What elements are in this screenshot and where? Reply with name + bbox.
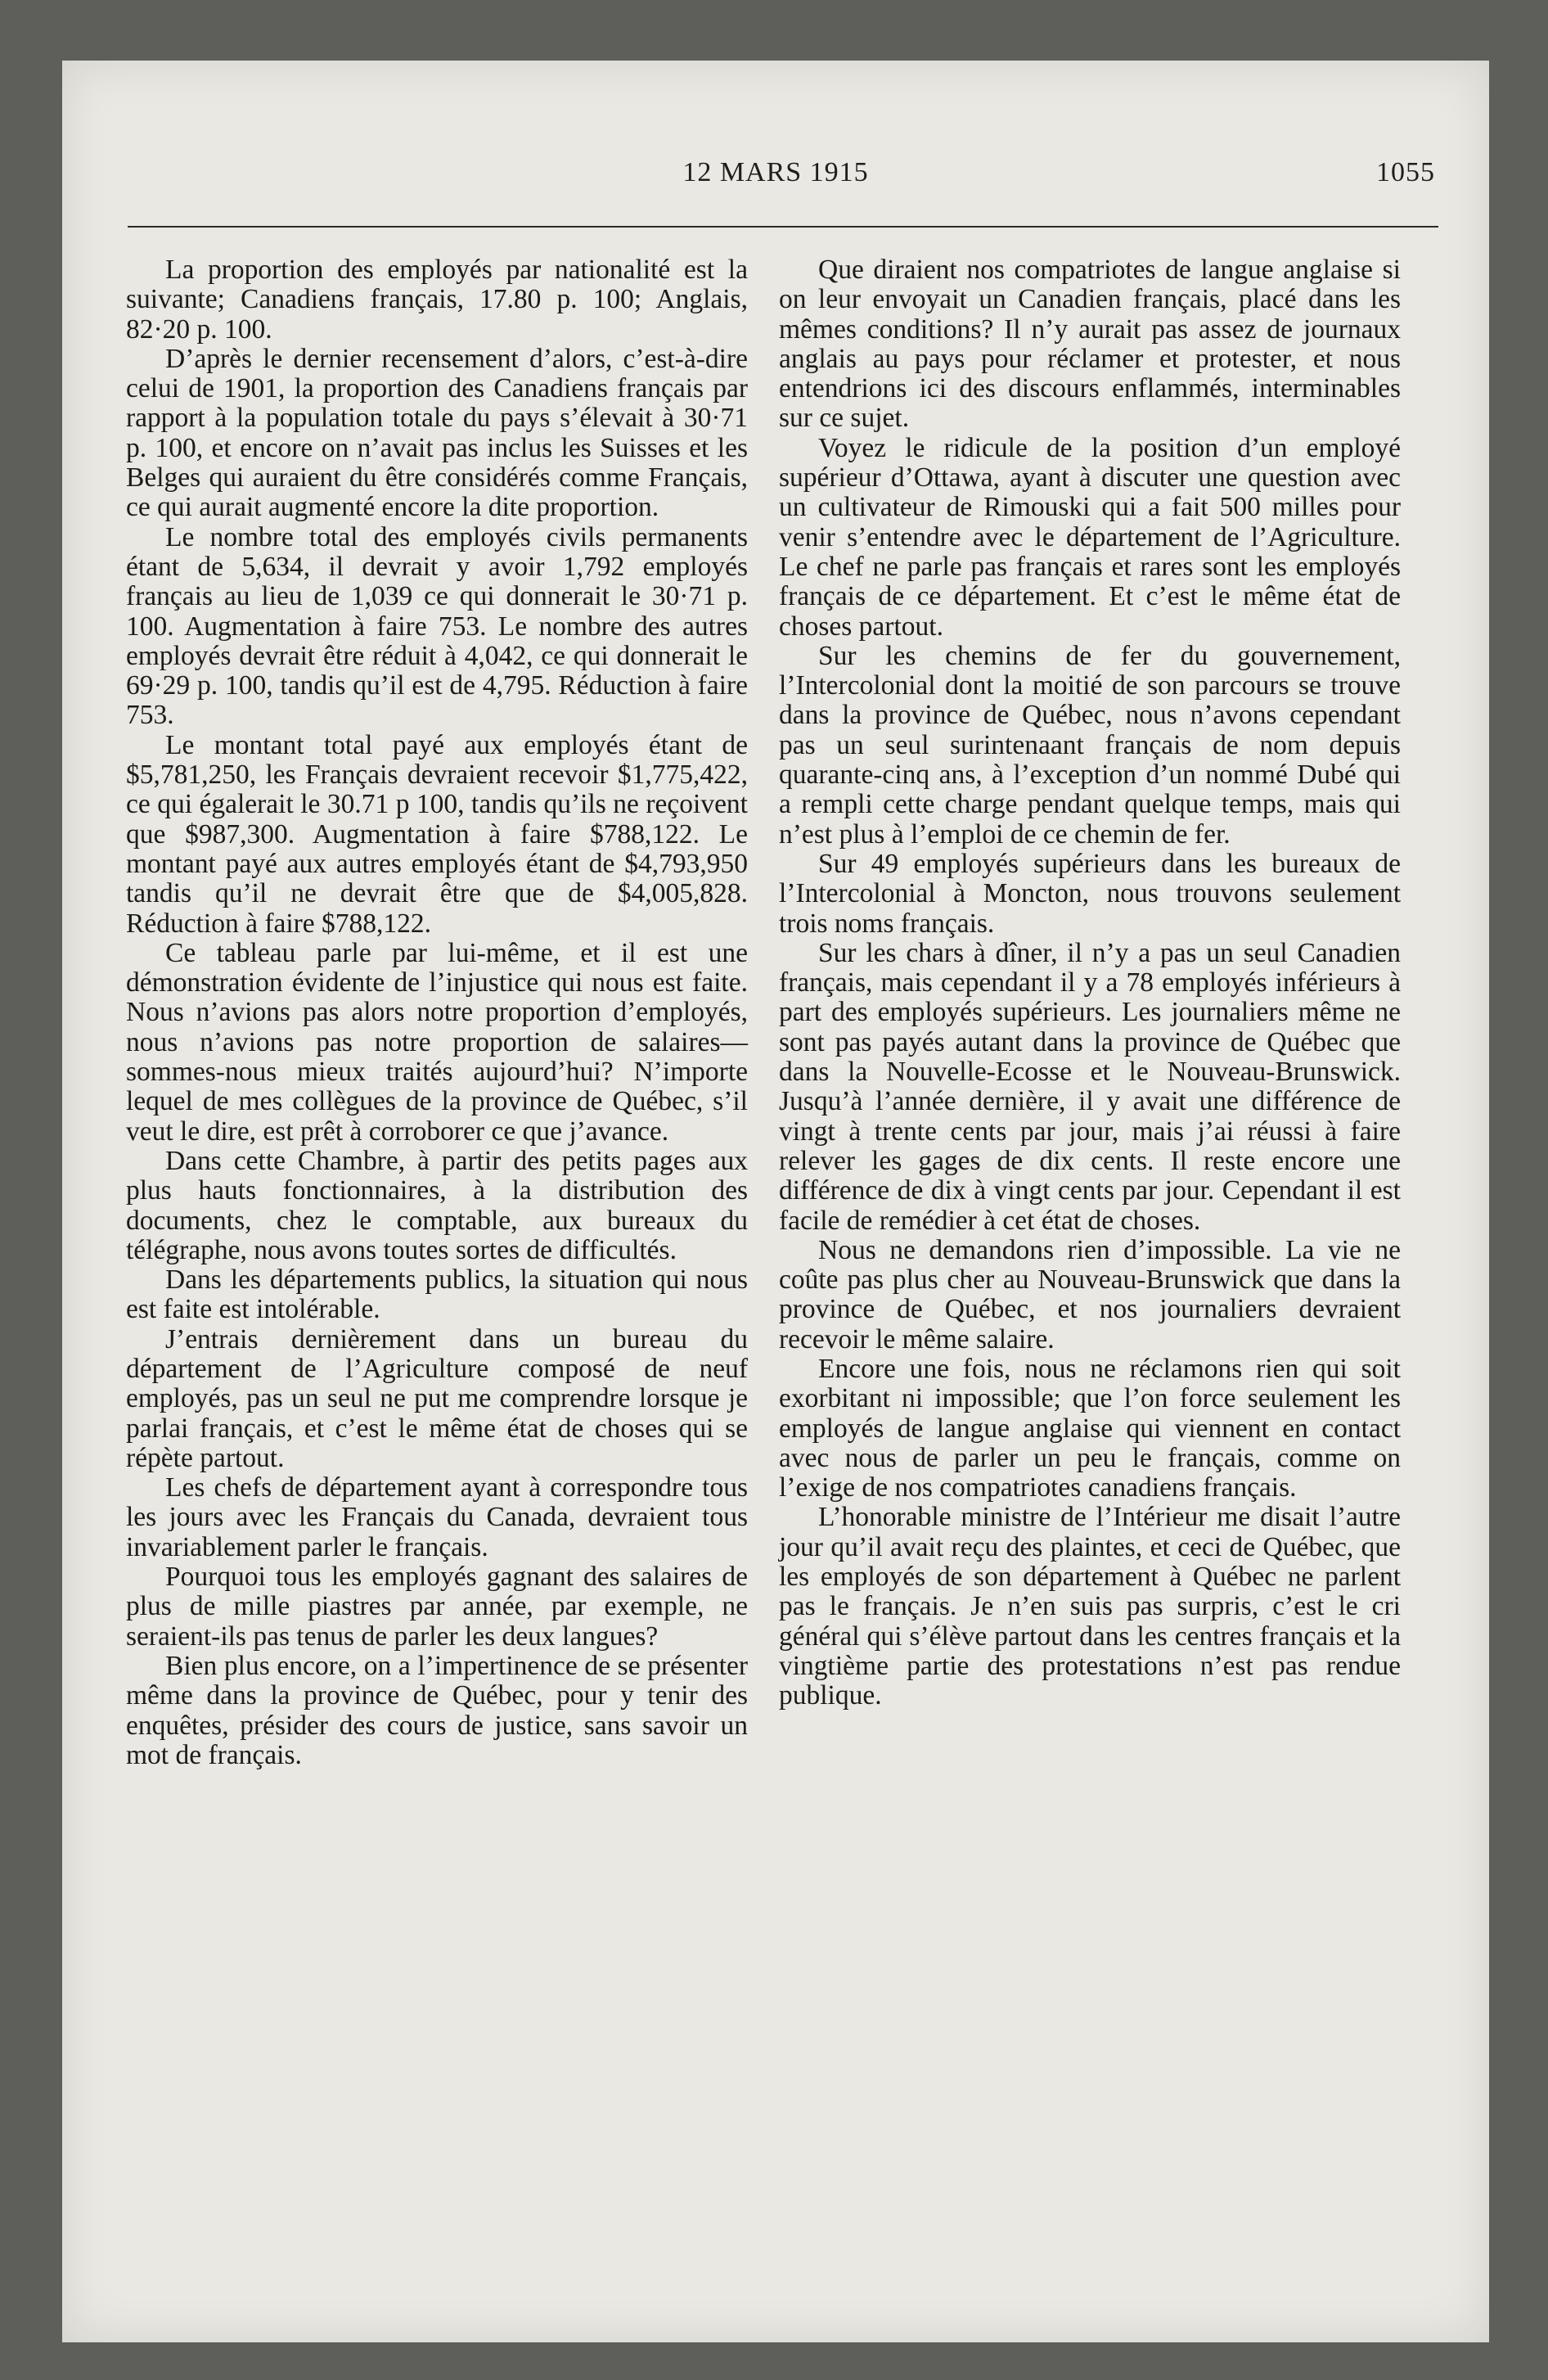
paragraph: J’entrais dernièrement dans un bureau du département de l’Agriculture composé de neuf employés, pas un seul ne put me comprendre lorsque je parlai français, et c’est le même état de choses qui se répète partout. bbox=[126, 1323, 748, 1473]
left-column bbox=[126, 255, 748, 1770]
paragraph: Dans cette Chambre, à partir des petits pages aux plus hauts fonctionnaires, à la distribution des documents, chez le comptable, aux bureaux du télégraphe, nous avons toutes sortes de difficultés. bbox=[126, 1145, 748, 1265]
page-number: 1055 bbox=[1376, 157, 1435, 187]
paragraph: Dans les départements publics, la situation qui nous est faite est intolérable. bbox=[126, 1264, 748, 1325]
paragraph: Sur les chemins de fer du gouvernement, l’Intercolonial dont la moitié de son parcours se trouve dans la province de Québec, nous n’avons cependant pas un seul surintenaant français de nom depuis quarante-cinq ans, à l’exception d’un nommé Dubé qui a rempli cette charge pendant quelque temps, mais qui n’est plus à l’emploi de ce chemin de fer. bbox=[779, 640, 1401, 850]
page-header bbox=[62, 157, 1489, 206]
document-page bbox=[62, 61, 1489, 2342]
paragraph: Le nombre total des employés civils permanents étant de 5,634, il devrait y avoir 1,792 employés français au lieu de 1,039 ce qui donnerait le 30·71 p. 100. Augmentation à faire 753. Le nombre des autres employés devrait être réduit à 4,042, ce qui donnerait le 69·29 p. 100, tandis qu’il est de 4,795. Réduction à faire 753. bbox=[126, 521, 748, 731]
paragraph: D’après le dernier recensement d’alors, c’est-à-dire celui de 1901, la proportion des Canadiens français par rapport à la population totale du pays s’élevait à 30·71 p. 100, et encore on n’avait pas inclus les Suisses et les Belges qui auraient du être considérés comme Français, ce qui aurait augmenté encore la dite proportion. bbox=[126, 343, 748, 523]
paragraph: Bien plus encore, on a l’impertinence de se présenter même dans la province de Québec, pour y tenir des enquêtes, présider des cours de justice, sans savoir un mot de français. bbox=[126, 1650, 748, 1770]
paragraph: Encore une fois, nous ne réclamons rien qui soit exorbitant ni impossible; que l’on force seulement les employés de langue anglaise qui viennent en contact avec nous de parler un peu le français, comme on l’exige de nos compatriotes canadiens français. bbox=[779, 1353, 1401, 1503]
paragraph: Les chefs de département ayant à correspondre tous les jours avec les Français du Canada, devraient tous invariablement parler le français. bbox=[126, 1472, 748, 1562]
paragraph: Sur 49 employés supérieurs dans les bureaux de l’Intercolonial à Moncton, nous trouvons seulement trois noms français. bbox=[779, 848, 1401, 939]
paragraph: Ce tableau parle par lui-même, et il est une démonstration évidente de l’injustice qui nous est faite. Nous n’avions pas alors notre proportion d’employés, nous n’avions pas notre proportion de salaires—sommes-nous mieux traités aujourd’hui? N’importe lequel de mes collègues de la province de Québec, s’il veut le dire, est prêt à corroborer ce que j’avance. bbox=[126, 937, 748, 1147]
paragraph: L’honorable ministre de l’Intérieur me disait l’autre jour qu’il avait reçu des plaintes, et ceci de Québec, que les employés de son département à Québec ne parlent pas le français. Je n’en suis pas surpris, c’est le cri général qui s’élève partout dans les centres français et la vingtième partie des protestations n’est pas rendue publique. bbox=[779, 1502, 1401, 1711]
paragraph: Sur les chars à dîner, il n’y a pas un seul Canadien français, mais cependant il y a 78 employés inférieurs à part des employés supérieurs. Les journaliers même ne sont pas payés autant dans la province de Québec que dans la Nouvelle-Ecosse et le Nouveau-Brunswick. Jusqu’à l’année dernière, il y avait une différence de vingt à trente cents par jour, mais j’ai réussi à faire relever les gages de dix cents. Il reste encore une différence de dix à vingt cents par jour. Cependant il est facile de remédier à cet état de choses. bbox=[779, 937, 1401, 1236]
paragraph: Que diraient nos compatriotes de langue anglaise si on leur envoyait un Canadien français, placé dans les mêmes conditions? Il n’y aurait pas assez de journaux anglais au pays pour réclamer et protester, et nous entendrions ici des discours enflammés, interminables sur ce sujet. bbox=[779, 255, 1401, 434]
paragraph: Pourquoi tous les employés gagnant des salaires de plus de mille piastres par année, par exemple, ne seraient-ils pas tenus de parler les deux langues? bbox=[126, 1562, 748, 1652]
paragraph: Nous ne demandons rien d’impossible. La vie ne coûte pas plus cher au Nouveau-Brunswick que dans la province de Québec, et nos journaliers devraient recevoir le même salaire. bbox=[779, 1234, 1401, 1355]
paragraph: Voyez le ridicule de la position d’un employé supérieur d’Ottawa, ayant à discuter une question avec un cultivateur de Rimouski qui a fait 500 milles pour venir s’entendre avec le département de l’Agriculture. Le chef ne parle pas français et rares sont les employés français de ce département. Et c’est le même état de choses partout. bbox=[779, 432, 1401, 642]
paragraph: Le montant total payé aux employés étant de $5,781,250, les Français devraient recevoir $1,775,422, ce qui égalerait le 30.71 p 100, tandis qu’ils ne reçoivent que $987,300. Augmentation à faire $788,122. Le montant payé aux autres employés étant de $4,793,950 tandis qu’il ne devrait être que de $4,005,828. Réduction à faire $788,122. bbox=[126, 729, 748, 939]
header-rule bbox=[128, 226, 1438, 228]
running-head-date: 12 MARS 1915 bbox=[682, 157, 869, 187]
right-column bbox=[779, 255, 1401, 1711]
paragraph: La proportion des employés par nationalité est la suivante; Canadiens français, 17.80 p. 100; Anglais, 82·20 p. 100. bbox=[126, 255, 748, 345]
